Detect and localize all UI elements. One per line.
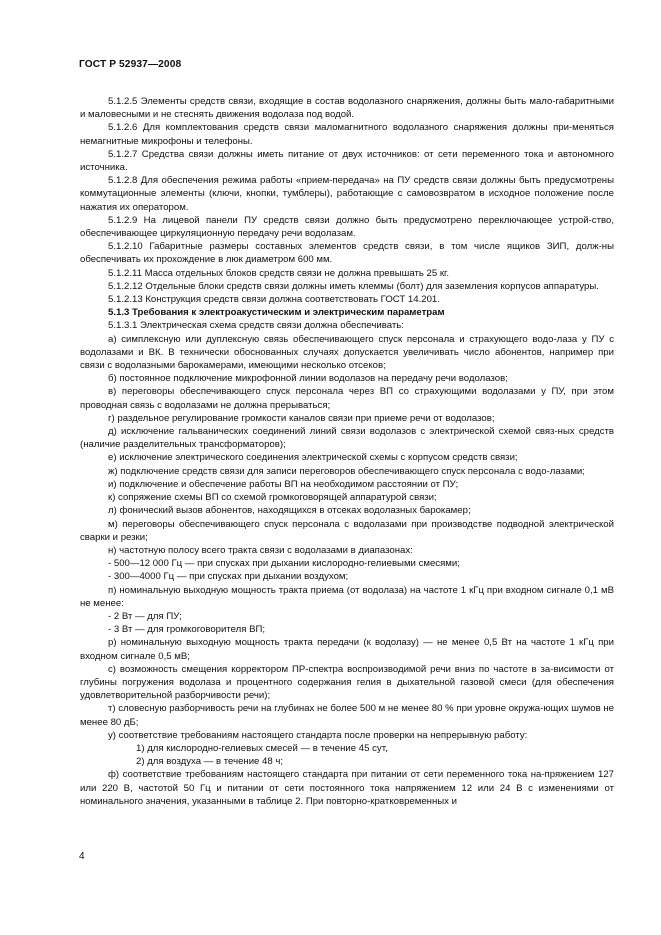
paragraph-5-1-2-9: 5.1.2.9 На лицевой панели ПУ средств связи должно быть предусмотрено переключающее устрой-ство, обеспечивающее циркуляционную передачу речи водолазам. — [80, 214, 614, 240]
paragraph-5-1-2-7: 5.1.2.7 Средства связи должны иметь питание от двух источников: от сети переменного тока и автономного источника. — [80, 148, 614, 174]
paragraph-5-1-2-5: 5.1.2.5 Элементы средств связи, входящие в состав водолазного снаряжения, должны быть мало-габаритными и маловесными и не стеснять движения водолаза под водой. — [80, 96, 614, 121]
list-item-v: в) переговоры обеспечивающего спуск персонала через ВП со страхующими водолазами у ПУ, при этом проводная связь с водолазами не должна прерываться; — [80, 386, 614, 411]
list-item-zh: ж) подключение средств связи для записи переговоров обеспечивающего спуск персонала с водо-лазами; — [108, 465, 585, 477]
paragraph-5-1-2-8: 5.1.2.8 Для обеспечения режима работы «прием-передача» на ПУ средств связи должны быть предусмотрены коммутационные элементы (ключи, кнопки, тумблеры), работающие с самовозвратом в исходное положение после нажатия их оператором. — [80, 175, 614, 213]
document-body — [80, 95, 614, 808]
list-item-k: к) сопряжение схемы ВП со схемой громкоговорящей аппаратурой связи; — [108, 492, 437, 504]
page-number: 4 — [79, 851, 85, 862]
paragraph-5-1-2-6: 5.1.2.6 Для комплектования средств связи маломагнитного водолазного снаряжения должны при-меняться немагнитные микрофоны и телефоны. — [80, 122, 614, 147]
list-item-d: д) исключение гальванических соединений линий связи водолазов с электрической схемой связ-ных средств (наличие разделительных трансформаторов); — [80, 426, 614, 451]
list-item-r: р) номинальную выходную мощность тракта передачи (к водолазу) — не менее 0,5 Вт на частоте 1 кГц при входном сигнале 0,5 мВ; — [80, 637, 614, 662]
list-item-p: п) номинальную выходную мощность тракта приема (от водолаза) на частоте 1 кГц при входном сигнале 0,1 мВ не менее: — [80, 584, 614, 609]
list-item-b: б) постоянное подключение микрофонной линии водолазов на передачу речи водолазов; — [108, 373, 508, 385]
list-item-l: л) фонический вызов абонентов, находящихся в отсеках водолазных барокамер; — [108, 505, 471, 517]
dash-item-300-4000: - 300—4000 Гц — при спусках при дыхании воздухом; — [108, 571, 349, 583]
paragraph-5-1-2-12: 5.1.2.12 Отдельные блоки средств связи должны иметь клеммы (болт) для заземления корпусов аппаратуры. — [108, 280, 599, 292]
dash-item-500-12000: - 500—12 000 Гц — при спусках при дыхании кислородно-гелиевыми смесями; — [108, 558, 460, 570]
dash-item-3w: - 3 Вт — для громкоговорителя ВП; — [108, 624, 266, 636]
list-item-s: с) возможность смещения корректором ПР-спектра воспроизводимой речи вниз по частоте в за-висимости от глубины погружения водолаза и процентного содержания гелия в дыхательной газовой смеси (для обеспечения удовлетворительной разборчивости речи); — [80, 663, 614, 702]
paragraph-5-1-2-10: 5.1.2.10 Габаритные размеры составных элементов средств связи, в том числе ящиков ЗИП, долж-ны обеспечивать их прохождение в люк диаметром 600 мм. — [80, 241, 614, 266]
paragraph-5-1-3-1: 5.1.3.1 Электрическая схема средств связи должна обеспечивать: — [108, 320, 404, 332]
list-item-f: ф) соответствие требованиям настоящего стандарта при питании от сети переменного тока на-пряжением 127 или 220 В, частотой 50 Гц и питании от сети постоянного тока напряжением 12 или 24 В с изменениями от номинального значения, указанными в таблице 2. При повторно-кратковременных и — [80, 769, 614, 807]
paragraph-5-1-2-13: 5.1.2.13 Конструкция средств связи должна соответствовать ГОСТ 14.201. — [108, 294, 440, 306]
list-item-m: м) переговоры обеспечивающего спуск персонала с водолазами при производстве подводной электрической сварки и резки; — [80, 518, 614, 543]
list-item-u: у) соответствие требованиям настоящего стандарта после проверки на непрерывную работу: — [108, 729, 528, 741]
section-heading-5-1-3: 5.1.3 Требования к электроакустическим и электрическим параметрам — [108, 307, 445, 319]
list-item-g: г) раздельное регулирование громкости каналов связи при приеме речи от водолазов; — [108, 412, 495, 424]
list-item-e: е) исключение электрического соединения электрической схемы с корпусом средств связи; — [108, 452, 518, 464]
list-item-a: а) симплексную или дуплексную связь обеспечивающего спуск персонала и страхующего водо-лаза у ПУ с водолазами и ВК. В технически обоснованных случаях допускается увеличивать число абонентов, например при связи с водолазными барокамерами, имеющими несколько отсеков; — [80, 333, 614, 372]
standard-header: ГОСТ Р 52937—2008 — [79, 59, 182, 70]
list-item-i: и) подключение и обеспечение работы ВП на необходимом расстоянии от ПУ; — [108, 478, 459, 490]
dash-item-2w: - 2 Вт — для ПУ; — [108, 610, 182, 622]
sub-item-1: 1) для кислородно-гелиевых смесей — в течение 45 сут, — [136, 742, 388, 754]
paragraph-5-1-2-11: 5.1.2.11 Масса отдельных блоков средств связи не должна превышать 25 кг. — [108, 267, 450, 279]
sub-item-2: 2) для воздуха — в течение 48 ч; — [136, 756, 284, 768]
list-item-t: т) словесную разборчивость речи на глубинах не более 500 м не менее 80 % при уровне окружа-ющих шумов не менее 80 дБ; — [80, 703, 614, 728]
list-item-n: н) частотную полосу всего тракта связи с водолазами в диапазонах: — [108, 544, 413, 556]
